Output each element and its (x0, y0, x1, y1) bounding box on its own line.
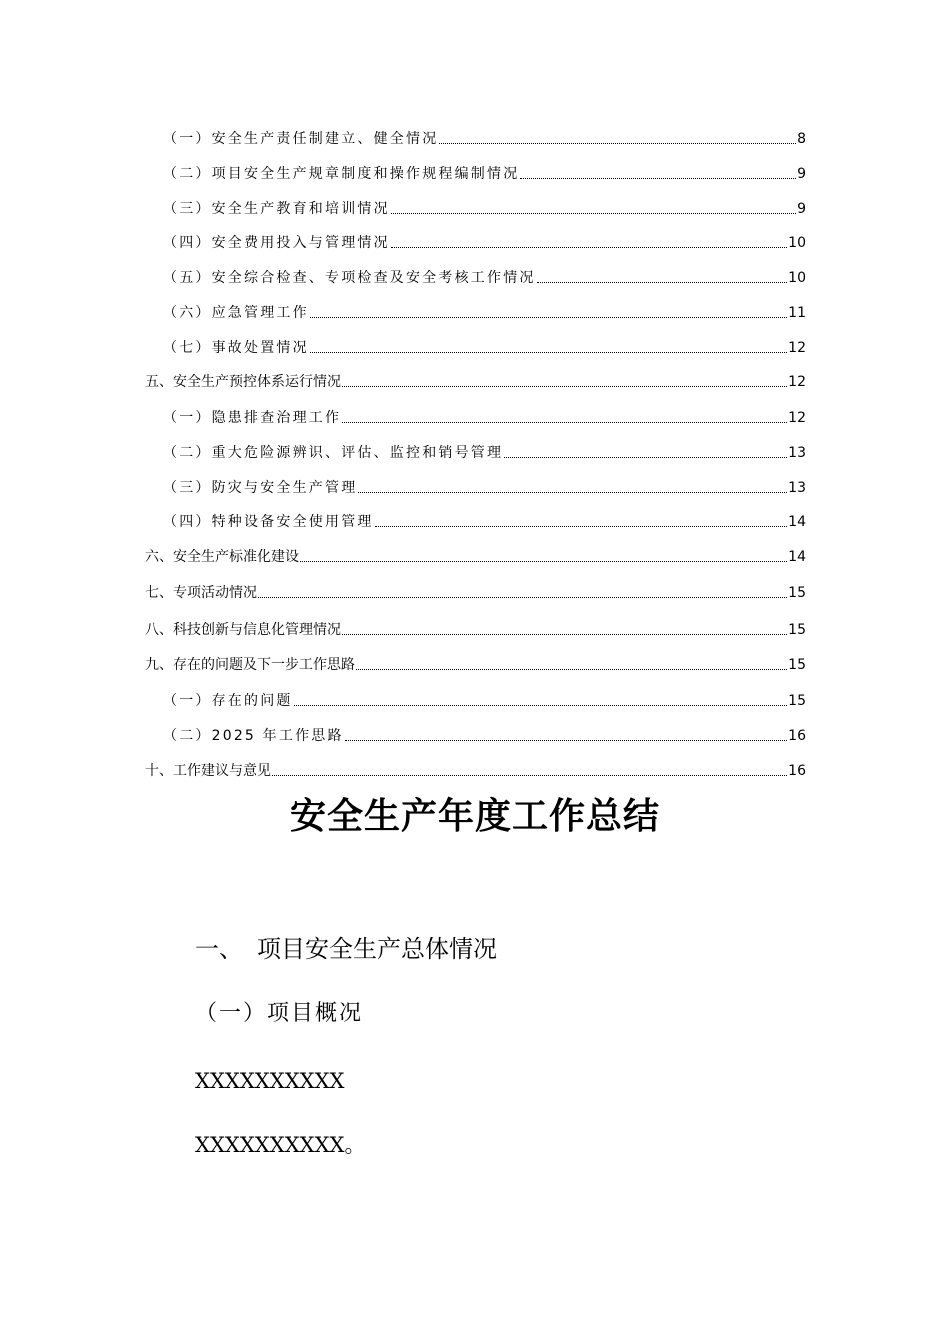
toc-entry[interactable] (163, 686, 806, 710)
toc-entry-text: （四）安全费用投入与管理情况 (163, 235, 390, 251)
toc-dot-leader (294, 705, 788, 706)
toc-page-number: 9 (797, 166, 806, 182)
toc-page-number: 16 (788, 728, 806, 744)
toc-page-number: 11 (788, 305, 806, 321)
toc-entry[interactable] (163, 228, 806, 252)
toc-page-number: 15 (788, 693, 806, 709)
toc-dot-leader (356, 669, 787, 670)
toc-page-number: 12 (788, 410, 806, 426)
toc-entry-text: 七、专项活动情况 (145, 585, 257, 601)
toc-entry[interactable] (163, 507, 806, 531)
body-paragraph: XXXXXXXXXX。 (195, 1133, 366, 1157)
body-paragraph: XXXXXXXXXX (195, 1069, 345, 1093)
toc-page-number: 12 (788, 340, 806, 356)
toc-entry[interactable] (163, 403, 806, 427)
toc-page-number: 9 (797, 201, 806, 217)
toc-page-number: 14 (788, 549, 806, 565)
toc-entry-text: （六）应急管理工作 (163, 305, 309, 321)
toc-dot-leader (391, 247, 787, 248)
toc-entry[interactable] (163, 473, 806, 497)
toc-page-number: 8 (797, 131, 806, 147)
toc-page-number: 15 (788, 585, 806, 601)
toc-entry-text: （一）存在的问题 (163, 693, 293, 709)
toc-entry-text: 八、科技创新与信息化管理情况 (145, 622, 341, 638)
toc-page-number: 16 (788, 763, 806, 779)
toc-entry[interactable] (145, 615, 806, 639)
toc-entry[interactable] (163, 194, 806, 218)
toc-entry[interactable] (163, 263, 806, 287)
toc-dot-leader (391, 213, 796, 214)
toc-page-number: 15 (788, 657, 806, 673)
toc-entry-text: （二）重大危险源辨识、评估、监控和销号管理 (163, 445, 504, 461)
toc-page-number: 12 (788, 374, 806, 390)
toc-entry[interactable] (163, 124, 806, 148)
toc-entry-text: （七）事故处置情况 (163, 340, 309, 356)
toc-entry-text: （四）特种设备安全使用管理 (163, 514, 374, 530)
toc-dot-leader (439, 143, 796, 144)
toc-dot-leader (345, 740, 787, 741)
toc-page-number: 14 (788, 514, 806, 530)
toc-dot-leader (342, 422, 787, 423)
toc-entry-text: 五、安全生产预控体系运行情况 (145, 374, 341, 390)
toc-dot-leader (272, 775, 787, 776)
toc-dot-leader (537, 282, 788, 283)
toc-entry[interactable] (163, 298, 806, 322)
toc-entry[interactable] (163, 333, 806, 357)
section-title: 项目安全生产总体情况 (257, 935, 497, 963)
toc-dot-leader (342, 386, 787, 387)
toc-entry-text: 十、工作建议与意见 (145, 763, 271, 779)
toc-dot-leader (504, 457, 787, 458)
toc-dot-leader (358, 492, 787, 493)
toc-entry[interactable] (145, 542, 806, 566)
toc-dot-leader (300, 561, 787, 562)
document-title: 安全生产年度工作总结 (289, 795, 660, 837)
toc-dot-leader (310, 352, 787, 353)
section-number: 一、 (195, 935, 243, 963)
toc-entry-text: （一）隐患排查治理工作 (163, 410, 342, 426)
toc-entry-text: （五）安全综合检查、专项检查及安全考核工作情况 (163, 270, 536, 286)
toc-dot-leader (375, 526, 788, 527)
toc-entry[interactable] (145, 367, 806, 391)
toc-entry-text: （三）防灾与安全生产管理 (163, 480, 358, 496)
toc-entry-text: 九、存在的问题及下一步工作思路 (145, 657, 355, 673)
toc-entry[interactable] (145, 756, 806, 780)
toc-entry[interactable] (163, 438, 806, 462)
subsection-heading: （一）项目概况 (195, 1001, 364, 1026)
toc-dot-leader (520, 178, 796, 179)
toc-page-number: 10 (788, 235, 806, 251)
toc-entry-text: （二）项目安全生产规章制度和操作规程编制情况 (163, 166, 520, 182)
toc-dot-leader (258, 597, 787, 598)
toc-page-number: 15 (788, 622, 806, 638)
toc-entry-text: 六、安全生产标准化建设 (145, 549, 299, 565)
section-heading (195, 932, 497, 966)
toc-dot-leader (342, 634, 787, 635)
toc-entry-text: （二）2025 年工作思路 (163, 728, 344, 744)
toc-page-number: 10 (788, 270, 806, 286)
toc-dot-leader (310, 317, 787, 318)
toc-page-number: 13 (788, 480, 806, 496)
toc-entry-text: （一）安全生产责任制建立、健全情况 (163, 131, 439, 147)
toc-entry[interactable] (145, 578, 806, 602)
toc-entry[interactable] (145, 650, 806, 674)
toc-entry-text: （三）安全生产教育和培训情况 (163, 201, 390, 217)
toc-entry[interactable] (163, 721, 806, 745)
toc-page-number: 13 (788, 445, 806, 461)
toc-entry[interactable] (163, 159, 806, 183)
